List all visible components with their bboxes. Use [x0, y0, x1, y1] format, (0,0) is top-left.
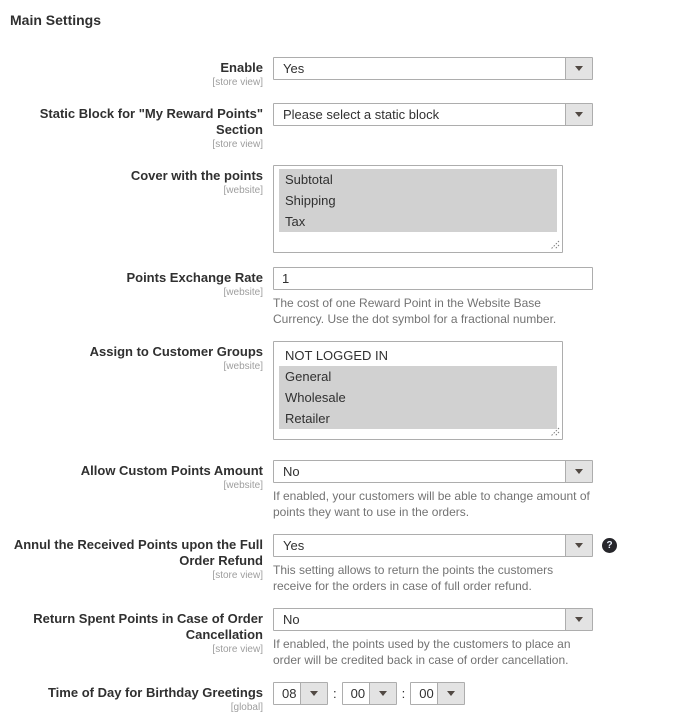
field-label-col [0, 682, 263, 714]
field-row-enable [0, 57, 685, 89]
static-block-label: Static Block for "My Reward Points" Section [39, 106, 263, 137]
chevron-down-icon [565, 58, 592, 79]
multiselect-option-general[interactable]: General [279, 366, 557, 387]
field-label-col [0, 103, 263, 151]
annul-points-select[interactable] [273, 534, 593, 557]
chevron-down-icon [565, 535, 592, 556]
cover-points-multiselect[interactable] [273, 165, 563, 253]
multiselect-option-shipping[interactable]: Shipping [279, 190, 557, 211]
field-row-return-points [0, 608, 685, 668]
field-label-col [0, 460, 263, 520]
annul-points-scope: [store view] [212, 570, 263, 581]
chevron-down-icon [565, 104, 592, 125]
customer-groups-multiselect[interactable] [273, 341, 563, 440]
exchange-rate-note: The cost of one Reward Point in the Website Base Currency. Use the dot symbol for a fractional number. [273, 296, 557, 326]
annul-points-select-value: Yes [283, 538, 305, 553]
field-label-col [0, 267, 263, 327]
enable-label: Enable [220, 60, 263, 75]
field-row-custom-amount [0, 460, 685, 520]
custom-amount-scope: [website] [223, 480, 263, 491]
exchange-rate-label: Points Exchange Rate [126, 270, 263, 285]
enable-select[interactable] [273, 57, 593, 80]
field-label-col [0, 165, 263, 253]
chevron-down-icon [565, 609, 592, 630]
multiselect-option-subtotal[interactable]: Subtotal [279, 169, 557, 190]
return-points-label: Return Spent Points in Case of Order Cancellation [33, 611, 263, 642]
time-separator: : [401, 686, 406, 701]
field-row-birthday-time [0, 682, 685, 714]
customer-groups-label: Assign to Customer Groups [89, 344, 263, 359]
return-points-note: If enabled, the points used by the customers to place an order will be credited back in case of order cancellation. [273, 637, 571, 667]
multiselect-option-retailer[interactable]: Retailer [279, 408, 557, 429]
birthday-hours-value: 08 [282, 686, 297, 701]
field-row-static-block [0, 103, 685, 151]
field-label-col [0, 534, 263, 594]
custom-amount-select-value: No [283, 464, 300, 479]
field-row-exchange-rate [0, 267, 685, 327]
multiselect-option-wholesale[interactable]: Wholesale [279, 387, 557, 408]
page-title: Main Settings [10, 12, 102, 28]
exchange-rate-input[interactable] [273, 267, 593, 290]
custom-amount-note: If enabled, your customers will be able to change amount of points they want to use in the orders. [273, 489, 590, 519]
field-row-cover-points [0, 165, 685, 253]
annul-points-label: Annul the Received Points upon the Full Order Refund [13, 537, 263, 568]
birthday-seconds-value: 00 [419, 686, 434, 701]
field-label-col [0, 57, 263, 89]
field-row-customer-groups [0, 341, 685, 440]
annul-points-note: This setting allows to return the points the customers receive for the orders in case of full order refund. [273, 563, 554, 593]
field-label-col [0, 608, 263, 668]
resize-grip-icon[interactable] [550, 427, 560, 437]
main-settings-form [0, 57, 685, 714]
custom-amount-label: Allow Custom Points Amount [80, 463, 263, 478]
enable-scope: [store view] [212, 77, 263, 88]
enable-select-value: Yes [283, 61, 305, 76]
cover-points-label: Cover with the points [130, 168, 263, 183]
customer-groups-scope: [website] [223, 361, 263, 372]
custom-amount-select[interactable] [273, 460, 593, 483]
birthday-minutes-value: 00 [350, 686, 366, 701]
time-separator: : [333, 686, 337, 701]
field-label-col [0, 341, 263, 440]
birthday-time-label: Time of Day for Birthday Greetings [47, 685, 263, 700]
multiselect-option-tax[interactable]: Tax [279, 211, 557, 232]
cover-points-scope: [website] [223, 185, 263, 196]
static-block-select-value: Please select a static block [283, 107, 440, 122]
multiselect-option-not-logged-in[interactable]: NOT LOGGED IN [285, 348, 389, 363]
return-points-select[interactable] [273, 608, 593, 631]
field-row-annul-points [0, 534, 685, 594]
birthday-time-scope: [global] [230, 702, 263, 713]
chevron-down-icon [565, 461, 592, 482]
return-points-select-value: No [283, 612, 300, 627]
exchange-rate-scope: [website] [223, 287, 263, 298]
static-block-scope: [store view] [212, 139, 263, 150]
question-mark-icon[interactable]: ? [602, 538, 617, 553]
return-points-scope: [store view] [212, 644, 263, 655]
static-block-select[interactable] [273, 103, 593, 126]
resize-grip-icon[interactable] [550, 240, 560, 250]
